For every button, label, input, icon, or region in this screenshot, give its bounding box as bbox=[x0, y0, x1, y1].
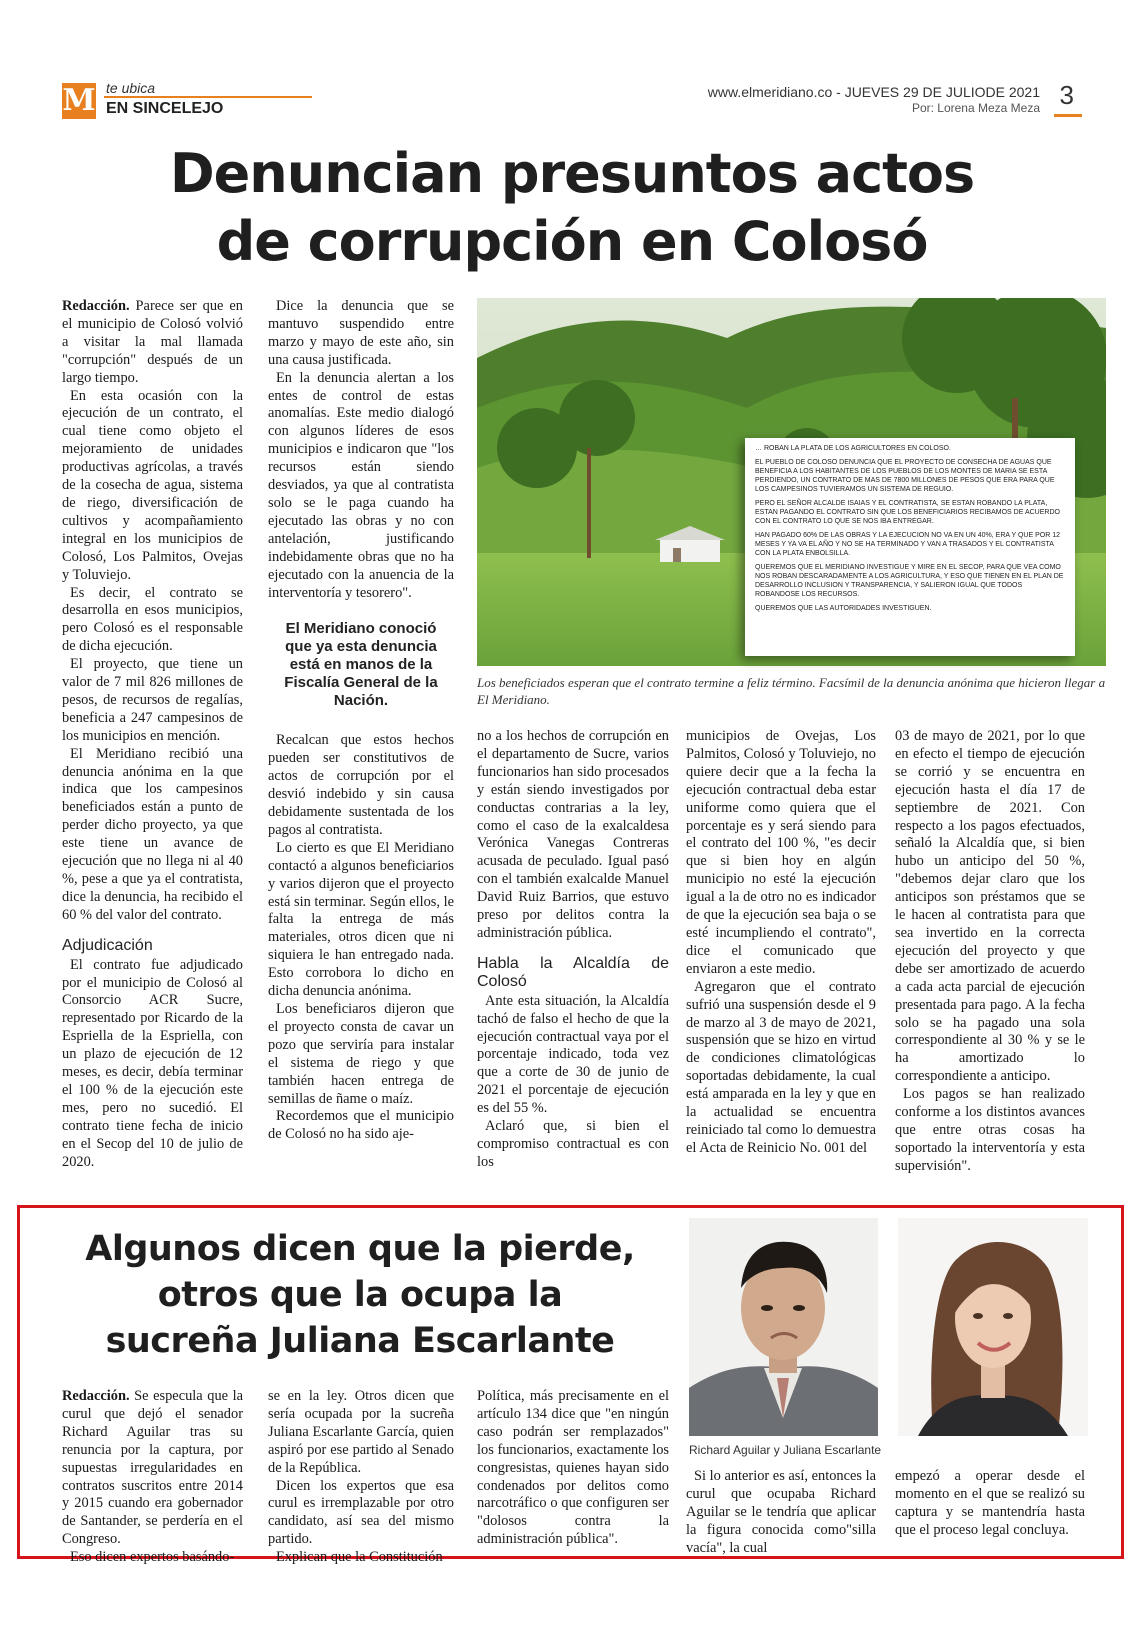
subheading: Habla la Alcaldía de Colosó bbox=[477, 954, 669, 990]
paragraph: Los beneficiaros dijeron que el proyecto consta de cavar un pozo que serviría para instalar el sistema de riego y que también hacen entrega de semillas de ñame o maíz. bbox=[268, 1001, 454, 1107]
page-number-rule bbox=[1054, 114, 1082, 117]
paragraph: se en la ley. Otros dicen que sería ocupada por la sucreña Juliana Escarlante García, quien aspiró por ese partido al Senado de la República. bbox=[268, 1388, 454, 1476]
article-headline bbox=[40, 140, 1104, 276]
article-column-1 bbox=[62, 298, 243, 1172]
lead-label: Redacción. bbox=[62, 298, 130, 314]
facsimile-line: … ROBAN LA PLATA DE LOS AGRICULTORES EN COLOSO. bbox=[755, 445, 951, 452]
boxed-article-column-4 bbox=[686, 1468, 876, 1558]
page-number: 3 bbox=[1059, 80, 1074, 110]
paragraph: Aclaró que, si bien el compromiso contractual es con los bbox=[477, 1118, 669, 1170]
article-column-5 bbox=[895, 728, 1085, 1176]
masthead-rule bbox=[104, 96, 312, 98]
paragraph: El Meridiano recibió una denuncia anónima en la que indica que los campesinos beneficiados están a punto de perder dicho proyecto, ya que este tiene un avance de ejecución que no llega ni al 40 %, pese a que ya el contratista, dice la denuncia, ha recibido el 60 % del valor del contrato. bbox=[62, 745, 243, 923]
boxed-article-headline bbox=[40, 1226, 680, 1364]
masthead-section: EN SINCELEJO bbox=[106, 100, 224, 117]
facsimile-line: QUEREMOS QUE LAS AUTORIDADES INVESTIGUEN. bbox=[755, 605, 932, 612]
anonymous-complaint-facsimile bbox=[745, 438, 1075, 656]
facsimile-line: PERO EL SEÑOR ALCALDE ISAIAS Y EL CONTRATISTA, SE ESTAN ROBANDO LA PLATA, ESTAN PAGANDO EL CONTRATO SIN QUE LOS BENEFICIARIOS RECIBAMOS DE ACUERDO CON EL CONTRATO LO QUE SE NOS IBA ENTREGAR. bbox=[755, 500, 1060, 525]
paragraph: Política, más precisamente en el artículo 134 dice que "en ningún caso podrán ser remplazados" los funcionarios, exactamente los congresistas, quienes hayan sido condenados por delitos como narcotráfico o que configuren ser "dolosos contra la administración pública". bbox=[477, 1388, 669, 1548]
paragraph: municipios de Ovejas, Los Palmitos, Colosó y Toluviejo, no quiere decir que a la fecha la ejecución contractual deba estar uniforme como quiera que el porcentaje es y será siendo para el contrato del 100 %, "es decir que si bien hoy en algún municipio no esté la ejecución igual a la de otro no es indicador de que la ejecución sea baja o se esté incumpliendo el contrato", dice el comunicado que enviaron a este medio. bbox=[686, 728, 876, 977]
masthead-logo: M bbox=[62, 83, 96, 118]
paragraph: Es decir, el contrato se desarrolla en esos municipios, pero Colosó es el responsable de dicha ejecución. bbox=[62, 584, 243, 655]
photo-caption: Los beneficiados esperan que el contrato termine a feliz término. Facsímil de la denuncia anónima que hicieron llegar a El Meridiano. bbox=[477, 675, 1106, 707]
paragraph bbox=[62, 1388, 243, 1549]
paragraph: Recalcan que estos hechos pueden ser constitutivos de actos de corrupción por el desvió indebido y sin causa debidamente sustentada de los pagos al contratista. bbox=[268, 732, 454, 838]
article-column-3 bbox=[477, 728, 669, 1172]
portrait-man-illustration bbox=[689, 1218, 878, 1436]
portraits-caption: Richard Aguilar y Juliana Escarlante bbox=[689, 1443, 882, 1457]
paragraph: Explican que la Constitución bbox=[276, 1549, 443, 1566]
paragraph: En la denuncia alertan a los entes de control de estas anomalías. Este medio dialogó con algunos líderes de esos municipios e indicaron que "los recursos están siendo desviados, ya que al contratista solo se le paga cuando ha ejecutado las obras y no con antelación, justificando indebidamente obras que no ha ejecutado con la anuencia de la interventoría y tesorero". bbox=[268, 369, 454, 601]
facsimile-line: EL PUEBLO DE COLOSO DENUNCIA QUE EL PROYECTO DE CONSECHA DE AGUAS QUE BENEFICIA A LOS HABITANTES DE LOS PUEBLOS DE LOS MONTES DE MARIA SE ESTA PERDIENDO, UN CONTRATO DE MAS DE 7800 MILLONES DE PESOS QUE ERA PARA QUE LOS CAMPESINOS TUVIERAMOS UN SISTEMA DE REGUIO. bbox=[755, 459, 1055, 493]
paragraph: El proyecto, que tiene un valor de 7 mil 826 millones de pesos, de recursos de regalías, beneficia a 247 campesinos de los municipios en mención. bbox=[62, 656, 243, 744]
paragraph: Si lo anterior es así, entonces la curul que ocupaba Richard Aguilar se le tendría que aplicar la figura conocida como"silla vacía", la cual bbox=[686, 1468, 876, 1556]
paragraph: no a los hechos de corrupción en el departamento de Sucre, varios funcionarios han sido procesados y están siendo investigados por conductas contrarias a la ley, como el caso de la exalcaldesa Verónica Vanegas Contreras acusada de peculado. Igual pasó con el también exalcalde Manuel David Ruiz Barrios, que estuvo preso por delitos contra la administración pública. bbox=[477, 728, 669, 941]
paragraph: 03 de mayo de 2021, por lo que en efecto el tiempo de ejecución se corrió y se encuentra en ejecución hasta el día 17 de septiembre de 2021. Con respecto a los pagos efectuados, señaló la Alcaldía que, si bien hubo un anticipo del 50 %, "debemos dejar claro que los anticipos son préstamos que se le hacen al contratista para que sea invertido en la correcta ejecución del proyecto y que debe ser amortizado de acuerdo a cada acta parcial de ejecución presentada para pago. A la fecha solo se ha pagado una sola correspondiente al 30 % y se le ha amortizado lo correspondiente a anticipo. bbox=[895, 728, 1085, 1085]
headline-line: sucreña Juliana Escarlante bbox=[105, 1321, 615, 1361]
paragraph: Eso dicen expertos basándo- bbox=[70, 1549, 235, 1566]
headline-line: otros que la ocupa la bbox=[157, 1275, 563, 1315]
paragraph-text: Parece ser que en el municipio de Colosó volvió a visitar la mal llamada "corrupción" después de un largo tiempo. bbox=[62, 298, 243, 386]
portrait-man bbox=[689, 1218, 878, 1436]
headline-line: Denuncian presuntos actos bbox=[169, 142, 975, 205]
site-date: www.elmeridiano.co - JUEVES 29 DE JULIODE 2021 bbox=[707, 84, 1040, 100]
paragraph: Dicen los expertos que esa curul es irremplazable por otro candidato, así sea del mismo partido. bbox=[268, 1477, 454, 1548]
portrait-woman-illustration bbox=[898, 1218, 1088, 1436]
article-column-4 bbox=[686, 728, 876, 1158]
paragraph: Dice la denuncia que se mantuvo suspendido entre marzo y mayo de este año, sin una causa justificada. bbox=[268, 298, 454, 368]
paragraph: Los pagos se han realizado conforme a los distintos avances que entre otras cosas ha soportado la interventoría y esta supervisión". bbox=[895, 1086, 1085, 1174]
paragraph bbox=[62, 298, 243, 388]
paragraph: El contrato fue adjudicado por el municipio de Colosó al Consorcio ACR Sucre, representado por Ricardo de la Espriella de la Espriella, con un plazo de ejecución de 12 meses, es decir, debía terminar el 100 % de la ejecución este mes, pero no sucedió. El contrato tiene fecha de inicio en el Secop del 10 de julio de 2020. bbox=[62, 956, 243, 1170]
subheading: Adjudicación bbox=[62, 936, 153, 954]
header-info bbox=[708, 84, 1040, 115]
headline-line: Algunos dicen que la pierde, bbox=[85, 1229, 635, 1269]
paragraph: Ante esta situación, la Alcaldía tachó de falso el hecho de que la ejecución contractual vaya por el porcentaje indicado, toda vez que a corte de 30 de junio de 2021 el porcentaje de ejecución es del 55 %. bbox=[477, 992, 669, 1117]
boxed-article-column-3 bbox=[477, 1388, 669, 1549]
paragraph: Agregaron que el contrato sufrió una suspensión desde el 9 de marzo al 3 de mayo de 2021, suspensión que se hizo en virtud de condiciones climatológicas soportadas debidamente, la cual está amparada en la ley y que en la actualidad se encuentra reiniciado tal como lo demuestra el Acta de Reinicio No. 001 del bbox=[686, 978, 876, 1156]
paragraph-text: Se especula que la curul que dejó el senador Richard Aguilar tras su renuncia por la captura, por supuestas irregularidades en contratos suscritos entre 2014 y 2015 cuando era gobernador de Santander, se perdería en el Congreso. bbox=[62, 1388, 243, 1548]
paragraph: empezó a operar desde el momento en el que se realizó su captura y se mantendría hasta que el proceso legal concluya. bbox=[895, 1468, 1085, 1538]
boxed-article-column-1 bbox=[62, 1388, 243, 1567]
headline-line: de corrupción en Colosó bbox=[216, 210, 928, 273]
paragraph: Recordemos que el municipio de Colosó no ha sido aje- bbox=[268, 1108, 454, 1143]
boxed-article-column-5 bbox=[895, 1468, 1085, 1540]
masthead-tagline: te ubica bbox=[106, 80, 156, 96]
paragraph: En esta ocasión con la ejecución de un contrato, el cual tiene como objeto el mejoramiento de unidades productivas agrícolas, a través de la cosecha de agua, sistema de riego, diversificación de cultivos y acompañamiento integral en los municipios de Colosó, Los Palmitos, Ovejas y Toluviejo. bbox=[62, 387, 243, 583]
article-column-2 bbox=[268, 298, 454, 1144]
byline: Por: Lorena Meza Meza bbox=[911, 101, 1040, 115]
paragraph: Lo cierto es que El Meridiano contactó a algunos beneficiarios y varios dijeron que el proyecto está sin terminar. Según ellos, le falta la entrega de más materiales, otros dicen que ni siquiera le han entregado nada. Esto corrobora lo dicho en dicha denuncia anónima. bbox=[268, 839, 454, 1000]
boxed-article-column-2 bbox=[268, 1388, 454, 1567]
facsimile-line: QUEREMOS QUE EL MERIDIANO INVESTIGUE Y MIRE EN EL SECOP, PARA QUE VEA COMO NOS ROBAN DESCARADAMENTE A LOS AGRICULTURA, Y ESO QUE TIENEN EN EL PLAN DE DESARROLLO INCLUSION Y TRANSPARENCIA, Y SALIERON IGUAL QUE TODOS ROBANDOSE LOS RECURSOS. bbox=[755, 564, 1064, 598]
lead-label: Redacción. bbox=[62, 1388, 130, 1404]
facsimile-line: HAN PAGADO 60% DE LAS OBRAS Y LA EJECUCION NO VA EN UN 40%, ERA Y QUE POR 12 MESES Y YA VA EL AÑO Y NO SE HA TERMINADO Y VAN A TRASADOS Y EL CONTRATISTA CON LA PLATA ENBOLSILLA. bbox=[755, 532, 1060, 557]
pull-quote: El Meridiano conoció que ya esta denuncia está en manos de la Fiscalía General de la Nación. bbox=[284, 620, 438, 710]
portrait-woman bbox=[898, 1218, 1088, 1436]
